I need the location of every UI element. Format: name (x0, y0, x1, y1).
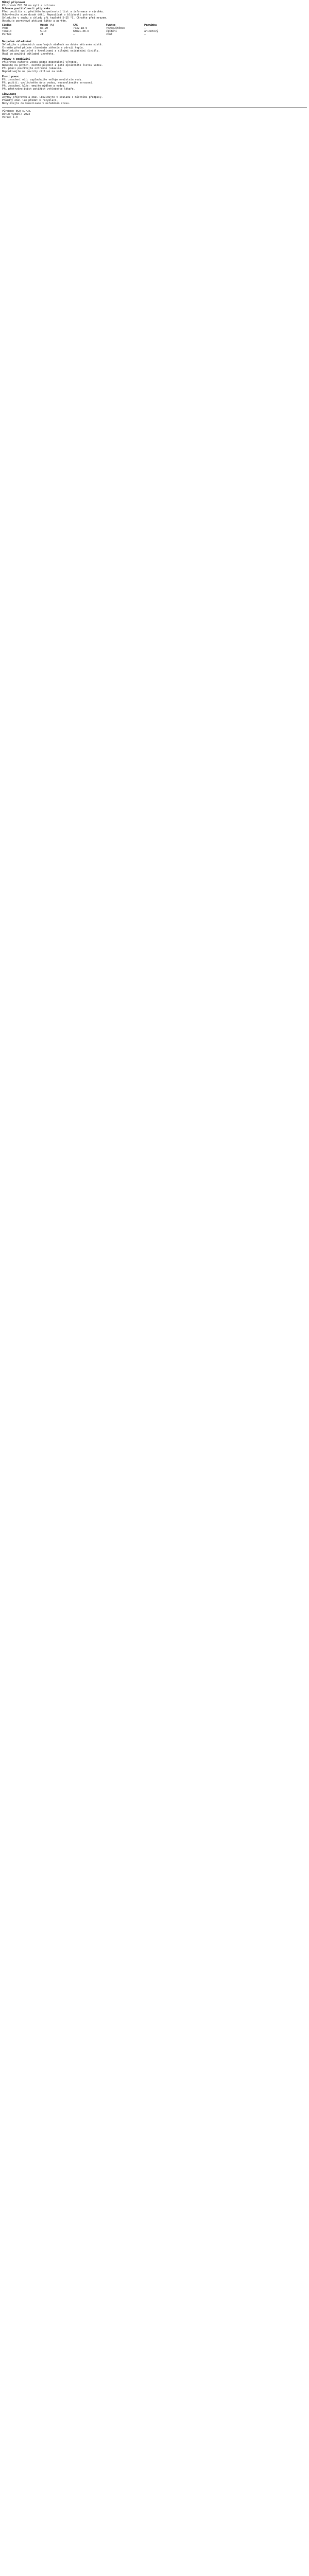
text-line: Při požití: vypláchněte ústa vodou, nevyvolávejte zvracení. (2, 81, 94, 84)
table-cell: Voda (2, 27, 9, 30)
text-line: Uchovávejte mimo dosah dětí. Nepoužívat v blízkosti potravin. (2, 13, 97, 16)
document-section (2, 56, 307, 73)
table-header: Složka (2, 24, 12, 27)
section-title: Pokyny k používání (2, 58, 30, 61)
table-cell: 68891-38-3 (73, 30, 89, 33)
table-cell: rozpouštědlo (106, 27, 125, 30)
text-line: Skladujte v suchu a chladu při teplotě 5–25 °C. Chraňte před mrazem. (2, 16, 108, 20)
footer-line: Výrobce: ECO s.r.o. (2, 110, 32, 113)
text-line: Naneste na povrch, nechte působit a poté opláchněte čistou vodou. (2, 64, 103, 67)
document-sections (2, 38, 307, 105)
document-footer (2, 110, 307, 119)
table-cell: — (73, 33, 75, 36)
divider (2, 107, 307, 108)
text-line: Skladujte v původních uzavřených obalech na dobře větraném místě. (2, 43, 103, 46)
text-line: Před použitím si přečtěte bezpečnostní list a informace o výrobku. (2, 10, 105, 13)
section-title: První pomoc (2, 75, 20, 78)
table-cell: 80–90 (40, 27, 48, 30)
document-title: Měkký přípravek (2, 1, 26, 4)
document-section (2, 73, 307, 91)
footer-line: Datum vydání: 2023 (2, 113, 30, 116)
document-header (2, 1, 307, 23)
table-cell: — (144, 33, 146, 36)
text-line: Při zasažení kůže: omyjte mýdlem a vodou. (2, 84, 66, 88)
text-line: Chraňte před přímým slunečním zářením a zdroji tepla. (2, 46, 84, 49)
section-title: Likvidace (2, 93, 16, 96)
table-cell: Parfém (2, 33, 12, 36)
section-title: Bezpečné skladování (2, 40, 32, 43)
table-header: Obsah (%) (40, 24, 55, 27)
table-header: Poznámka (144, 24, 157, 27)
text-line: Při zasažení očí: vyplachujte velkým množstvím vody. (2, 78, 83, 81)
document-subtitle: Přípravek ECO 50 na mytí a ochranu (2, 4, 55, 7)
text-line: Při práci používejte ochranné rukavice. (2, 67, 63, 70)
text-line: Obsahuje povrchově aktivní látky a parfém. (2, 20, 67, 23)
section-title: Ochrana použitelnosti přípravku (2, 7, 50, 10)
table-header: CAS (73, 24, 78, 27)
text-line: Prázdný obal lze předat k recyklaci. (2, 99, 58, 102)
text-line: Zbytky přípravku a obal likvidujte v souladu s místními předpisy. (2, 96, 103, 99)
text-line: Obal po použití důkladně uzavřete. (2, 53, 55, 56)
document-section (2, 38, 307, 56)
table-cell: 5–10 (40, 30, 47, 33)
text-line: Při přetrvávajících potížích vyhledejte lékaře. (2, 88, 75, 91)
text-line: Neskladujte společně s kyselinami a silnými oxidačními činidly. (2, 49, 100, 53)
document-section (2, 91, 307, 105)
table-cell: 7732-18-5 (73, 27, 88, 30)
table-cell: <1 (40, 33, 44, 36)
table-cell: Tenzid (2, 30, 12, 33)
composition-table (2, 24, 307, 36)
table-cell: — (144, 27, 146, 30)
document-page (0, 0, 309, 119)
text-line: Přípravek nařeďte vodou podle doporučení výrobce. (2, 61, 78, 64)
table-cell: vůně (106, 33, 113, 36)
table-header: Funkce (106, 24, 116, 27)
table-cell: aniontový (144, 30, 159, 33)
text-line: Nevylévejte do kanalizace v neředěném stavu. (2, 102, 71, 105)
text-line: Nepoužívejte na povrchy citlivé na vodu. (2, 70, 64, 73)
table-cell: čištění (106, 30, 117, 33)
footer-line: Verze: 1.0 (2, 116, 18, 119)
